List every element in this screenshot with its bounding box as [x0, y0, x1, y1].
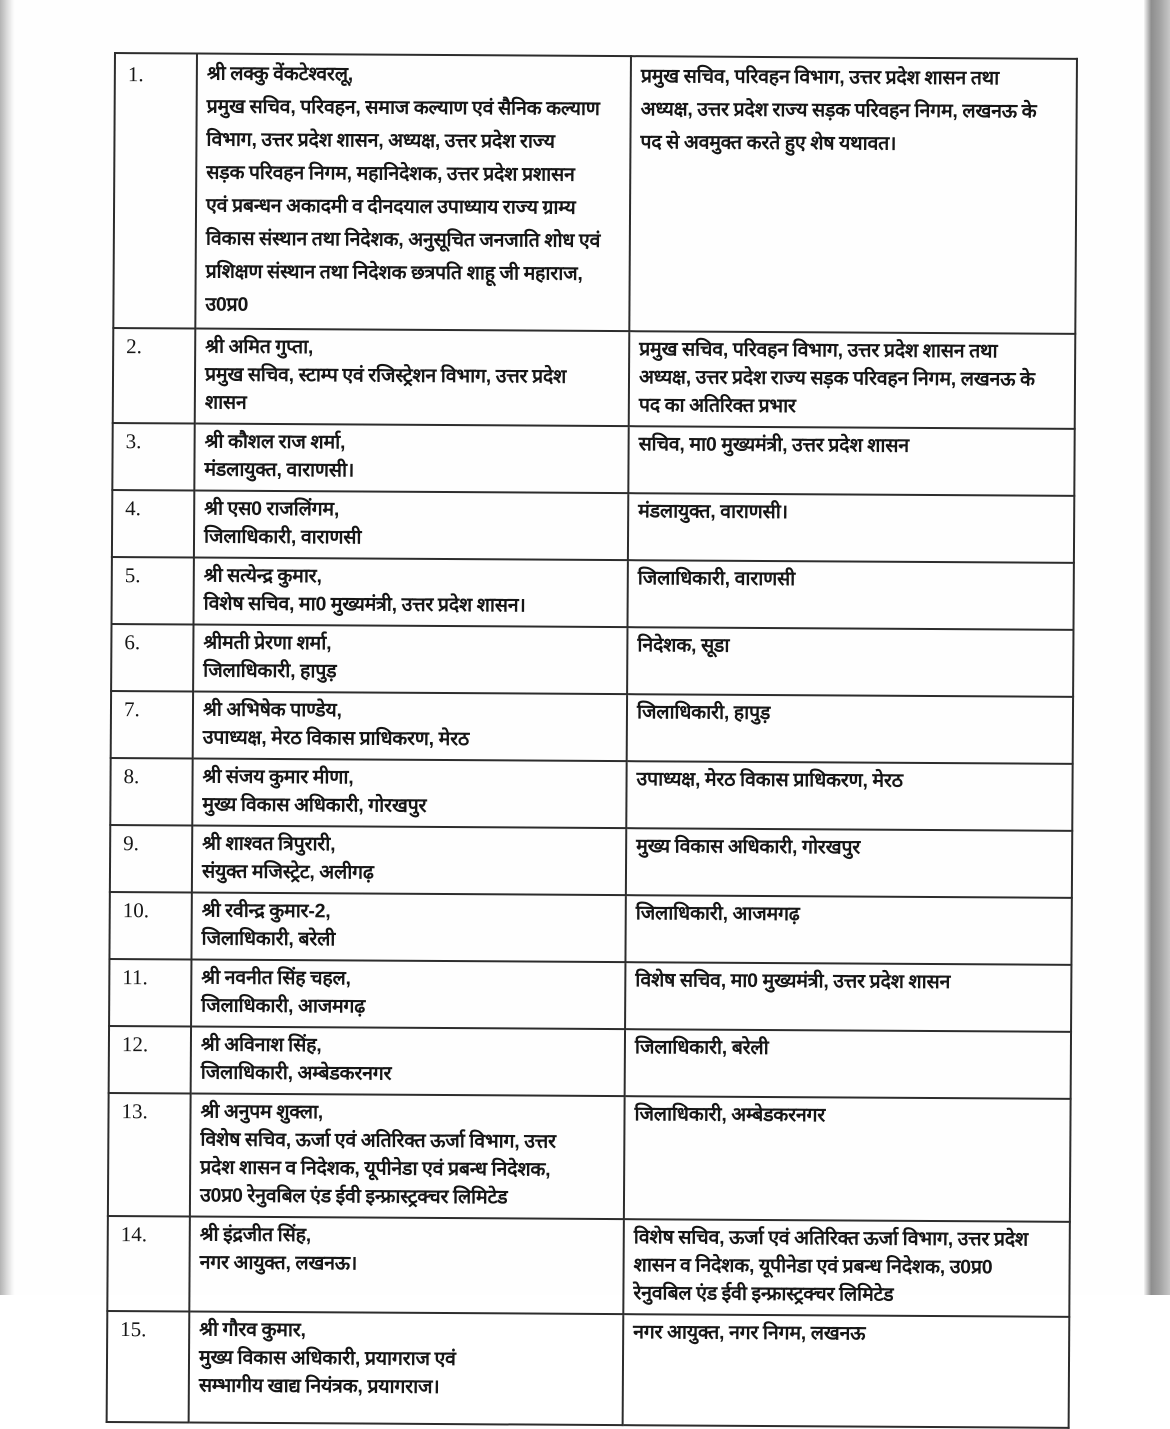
officer-current-post-cell: श्रीमती प्रेरणा शर्मा, जिलाधिकारी, हापुड़	[193, 624, 627, 694]
officer-current-post-cell: श्री अनुपम शुक्ला, विशेष सचिव, ऊर्जा एवं अतिरिक्त ऊर्जा विभाग, उत्तर प्रदेश शासन व निदेशक, यूपीनेडा एवं प्रबन्ध निदेशक, उ0प्र0 रेनुवबिल एंड ईवी इन्फ्रास्ट्रक्चर लिमिटेड	[190, 1093, 625, 1219]
serial-cell: 11.	[109, 959, 191, 1026]
table-row	[112, 557, 1074, 630]
new-posting-cell: नगर आयुक्त, नगर निगम, लखनऊ	[623, 1314, 1070, 1428]
table-row	[107, 1216, 1070, 1317]
table-row	[108, 1093, 1071, 1222]
serial-cell: 9.	[110, 825, 192, 892]
serial-cell: 7.	[111, 691, 193, 758]
table-row	[109, 892, 1071, 965]
table-row	[109, 1026, 1071, 1099]
serial-cell: 8.	[110, 758, 192, 825]
officer-current-post-cell: श्री रवीन्द्र कुमार-2, जिलाधिकारी, बरेली	[191, 892, 625, 962]
table-row	[111, 691, 1073, 764]
officer-current-post-cell: श्री सत्येन्द्र कुमार, विशेष सचिव, मा0 मुख्यमंत्री, उत्तर प्रदेश शासन।	[194, 557, 628, 627]
officer-current-post-cell: श्री इंद्रजीत सिंह, नगर आयुक्त, लखनऊ।	[189, 1216, 624, 1314]
table-row	[110, 825, 1072, 898]
serial-cell: 3.	[112, 423, 194, 490]
scan-edge-left	[0, 0, 15, 1295]
officer-current-post-cell: श्री अविनाश सिंह, जिलाधिकारी, अम्बेडकरनगर	[191, 1026, 625, 1096]
new-posting-cell: निदेशक, सूडा	[627, 627, 1073, 697]
new-posting-cell: विशेष सचिव, मा0 मुख्यमंत्री, उत्तर प्रदेश शासन	[625, 962, 1071, 1032]
officer-current-post-cell: श्री अभिषेक पाण्डेय, उपाध्यक्ष, मेरठ विकास प्राधिकरण, मेरठ	[193, 691, 627, 761]
serial-cell: 2.	[113, 328, 196, 423]
new-posting-cell: प्रमुख सचिव, परिवहन विभाग, उत्तर प्रदेश शासन तथा अध्यक्ष, उत्तर प्रदेश राज्य सड़क परिवहन निगम, लखनऊ के पद से अवमुक्त करते हुए शेष यथावत।	[629, 56, 1077, 334]
officer-current-post-cell: श्री अमित गुप्ता, प्रमुख सचिव, स्टाम्प एवं रजिस्ट्रेशन विभाग, उत्तर प्रदेश शासन	[195, 329, 630, 427]
new-posting-cell: सचिव, मा0 मुख्यमंत्री, उत्तर प्रदेश शासन	[628, 426, 1074, 496]
new-posting-cell: उपाध्यक्ष, मेरठ विकास प्राधिकरण, मेरठ	[626, 761, 1072, 831]
serial-cell: 10.	[109, 892, 191, 959]
new-posting-cell: मुख्य विकास अधिकारी, गोरखपुर	[626, 828, 1072, 898]
serial-cell: 13.	[108, 1093, 191, 1216]
table-row	[113, 328, 1076, 429]
table-row	[113, 53, 1077, 334]
table-row	[107, 1311, 1070, 1428]
officer-current-post-cell: श्री गौरव कुमार, मुख्य विकास अधिकारी, प्रयागराज एवं सम्भागीय खाद्य नियंत्रक, प्रयागराज।	[189, 1311, 624, 1425]
transfer-order-table	[106, 52, 1078, 1429]
new-posting-cell: मंडलायुक्त, वाराणसी।	[628, 493, 1074, 563]
serial-cell: 12.	[109, 1026, 191, 1093]
new-posting-cell: जिलाधिकारी, अम्बेडकरनगर	[624, 1096, 1071, 1222]
officer-current-post-cell: श्री संजय कुमार मीणा, मुख्य विकास अधिकारी, गोरखपुर	[192, 758, 626, 828]
scan-edge-right	[1144, 0, 1170, 1295]
serial-cell: 6.	[111, 624, 193, 691]
officer-current-post-cell: श्री कौशल राज शर्मा, मंडलायुक्त, वाराणसी।	[194, 424, 628, 494]
serial-cell: 4.	[112, 490, 194, 557]
officer-current-post-cell: श्री नवनीत सिंह चहल, जिलाधिकारी, आजमगढ़	[191, 959, 625, 1029]
table-row	[109, 959, 1071, 1032]
officer-current-post-cell: श्री एस0 राजलिंगम, जिलाधिकारी, वाराणसी	[194, 490, 628, 560]
table-body	[107, 53, 1077, 1428]
officer-current-post-cell: श्री शाश्वत त्रिपुरारी, संयुक्त मजिस्ट्रेट, अलीगढ़	[192, 825, 626, 895]
serial-cell: 1.	[113, 53, 197, 328]
serial-cell: 15.	[107, 1311, 190, 1422]
new-posting-cell: विशेष सचिव, ऊर्जा एवं अतिरिक्त ऊर्जा विभाग, उत्तर प्रदेश शासन व निदेशक, यूपीनेडा एवं प्रबन्ध निदेशक, उ0प्र0 रेनुवबिल एंड ईवी इन्फ्रास्ट्रक्चर लिमिटेड	[623, 1219, 1070, 1317]
new-posting-cell: जिलाधिकारी, हापुड़	[627, 694, 1073, 764]
table-row	[112, 490, 1074, 563]
serial-cell: 14.	[107, 1216, 190, 1311]
new-posting-cell: जिलाधिकारी, वाराणसी	[627, 560, 1073, 630]
serial-cell: 5.	[112, 557, 194, 624]
officer-current-post-cell: श्री लक्कु वेंकटेश्वरलू, प्रमुख सचिव, परिवहन, समाज कल्याण एवं सैनिक कल्याण विभाग, उत्तर प्रदेश शासन, अध्यक्ष, उत्तर प्रदेश राज्य सड़क परिवहन निगम, महानिदेशक, उत्तर प्रदेश प्रशासन एवं प्रबन्धन अकादमी व दीनदयाल उपाध्याय राज्य ग्राम्य विकास संस्थान तथा निदेशक, अनुसूचित जनजाति शोध एवं प्रशिक्षण संस्थान तथा निदेशक छत्रपति शाहू जी महाराज, उ0प्र0	[195, 54, 631, 332]
new-posting-cell: जिलाधिकारी, आजमगढ़	[625, 895, 1071, 965]
table-row	[111, 624, 1073, 697]
new-posting-cell: जिलाधिकारी, बरेली	[625, 1029, 1071, 1099]
table-row	[110, 758, 1072, 831]
new-posting-cell: प्रमुख सचिव, परिवहन विभाग, उत्तर प्रदेश शासन तथा अध्यक्ष, उत्तर प्रदेश राज्य सड़क परिवहन निगम, लखनऊ के पद का अतिरिक्त प्रभार	[629, 331, 1076, 429]
table-row	[112, 423, 1074, 496]
